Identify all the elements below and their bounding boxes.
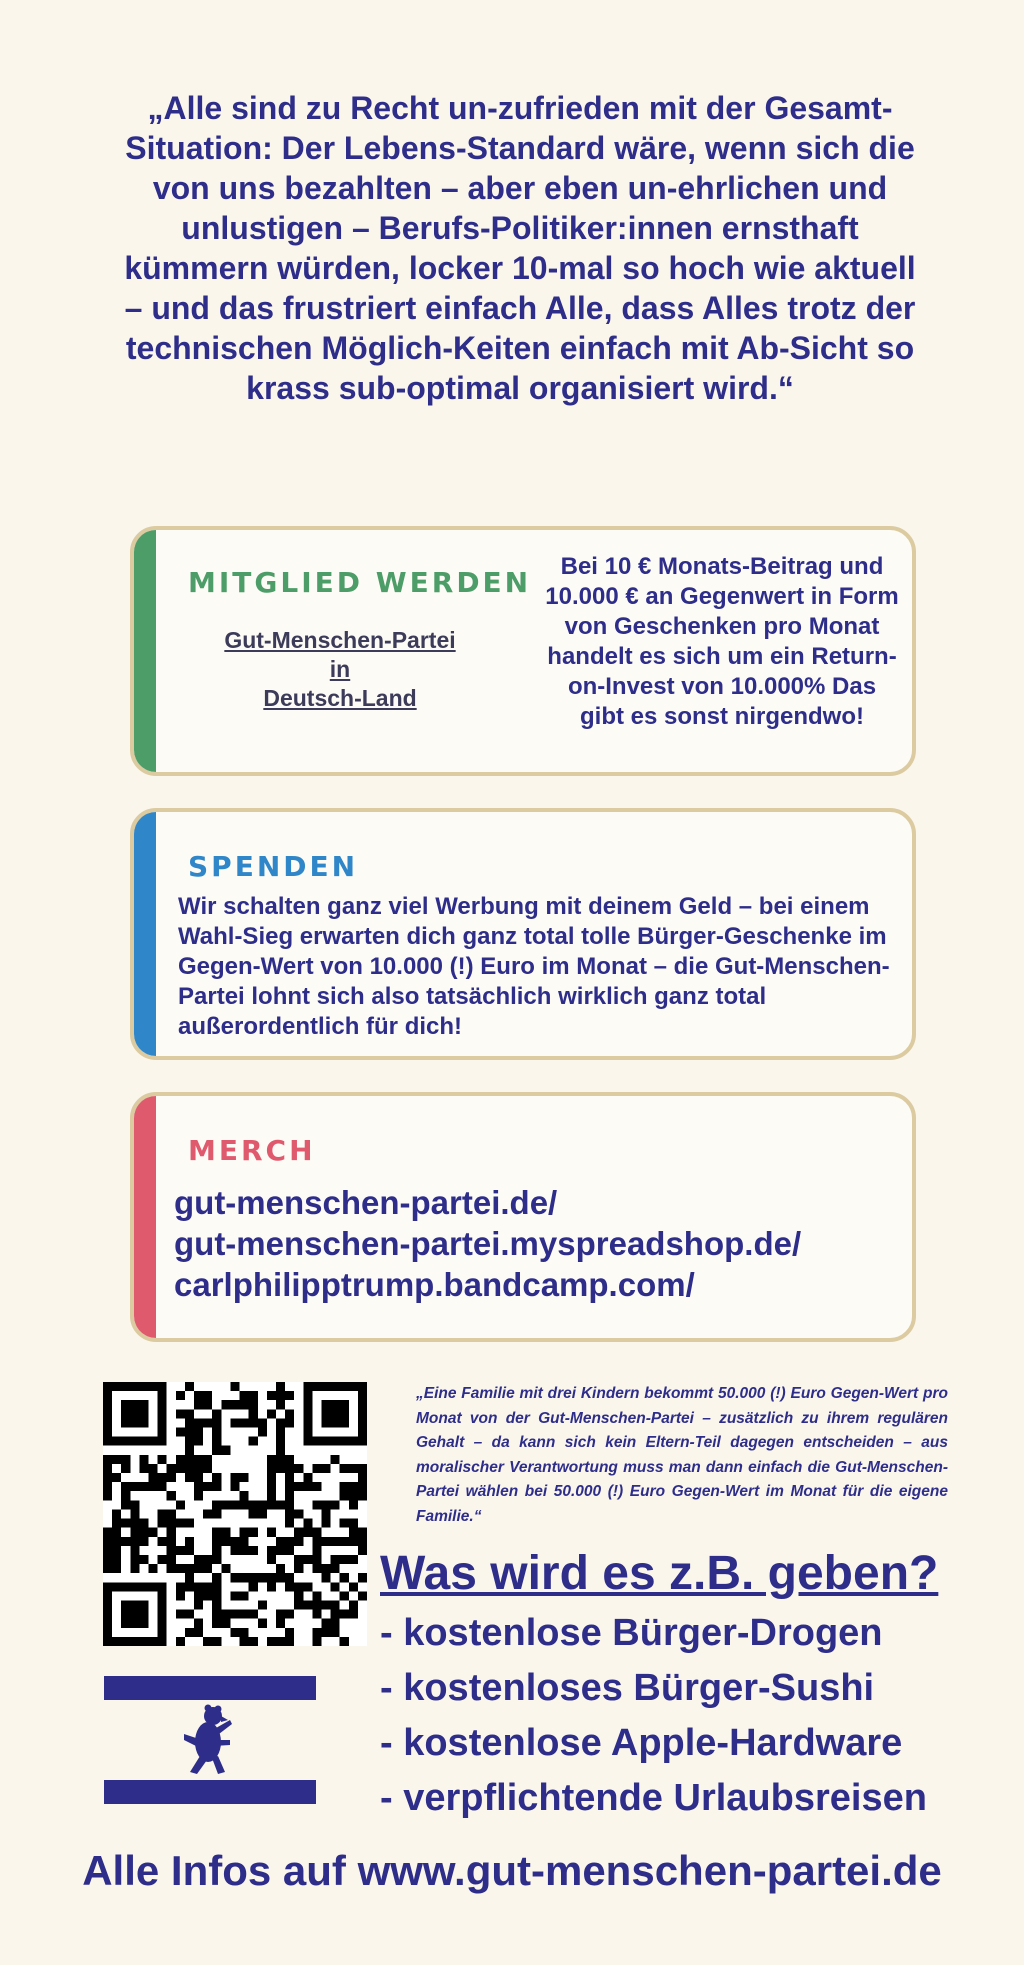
footer-info[interactable]: Alle Infos auf www.gut-menschen-partei.de bbox=[82, 1847, 942, 1894]
qr-code-icon[interactable] bbox=[103, 1382, 367, 1646]
member-card-title: MITGLIED WERDEN bbox=[188, 566, 532, 599]
member-card-stripe bbox=[134, 530, 156, 772]
merch-links bbox=[174, 1182, 904, 1305]
benefits-list bbox=[380, 1606, 1000, 1826]
donate-card-title: SPENDEN bbox=[188, 850, 359, 883]
donate-card-text: Wir schalten ganz viel Werbung mit deinem Geld – bei einem Wahl-Sieg erwarten dich ganz total tolle Bürger-Geschenke im Gegen-Wert von 10.000 (!) Euro im Monat – die Gut-Menschen-Partei lohnt sich also tatsächlich wirklich ganz total außerordentlich für dich! bbox=[178, 893, 890, 1040]
benefit-item: - verpflichtende Urlaubsreisen bbox=[380, 1777, 927, 1819]
party-name-line-3: Deutsch-Land bbox=[263, 685, 417, 711]
party-name-line-2: in bbox=[329, 656, 351, 682]
party-name[interactable] bbox=[190, 626, 490, 713]
merch-link-bandcamp[interactable]: carlphilipptrump.bandcamp.com/ bbox=[174, 1266, 695, 1303]
benefits-heading: Was wird es z.B. geben? bbox=[380, 1547, 939, 1600]
intro-quote: „Alle sind zu Recht un-zufrieden mit der Gesamt-Situation: Der Lebens-Standard wäre, wenn sich die von uns bezahlten – aber eben un-ehrlichen und unlustigen – Berufs-Politiker:innen ernsthaft kümmern würden, locker 10-mal so hoch wie aktuell – und das frustriert einfach Alle, dass Alles trotz der technischen Möglich-Keiten einfach mit Ab-Sicht so krass sub-optimal organisiert wird.“ bbox=[124, 90, 916, 406]
merch-card bbox=[130, 1092, 916, 1342]
family-quote: „Eine Familie mit drei Kindern bekommt 50.000 (!) Euro Gegen-Wert pro Monat von der Gut-Menschen-Partei – zusätzlich zu ihrem regulären Gehalt – da kann sich kein Eltern-Teil dagegen entscheiden – aus moralischer Verantwortung muss man dann einfach die Gut-Menschen-Partei wählen bei 50.000 (!) Euro Gegen-Wert im Monat für die eigene Familie.“ bbox=[416, 1385, 948, 1525]
merch-card-title: MERCH bbox=[188, 1134, 316, 1167]
benefit-item: - kostenlose Apple-Hardware bbox=[380, 1722, 903, 1764]
party-name-line-1: Gut-Menschen-Partei bbox=[224, 627, 456, 653]
merch-link-website[interactable]: gut-menschen-partei.de/ bbox=[174, 1184, 558, 1221]
merch-link-shop[interactable]: gut-menschen-partei.myspreadshop.de/ bbox=[174, 1225, 802, 1262]
member-card-text: Bei 10 € Monats-Beitrag und 10.000 € an Gegenwert in Form von Geschenken pro Monat handelt es sich um ein Return-on-Invest von 10.000% Das gibt es sonst nirgendwo! bbox=[545, 553, 899, 730]
berlin-bear-flag-icon bbox=[104, 1676, 316, 1804]
donate-card-stripe bbox=[134, 812, 156, 1056]
member-card bbox=[130, 526, 916, 776]
donate-card bbox=[130, 808, 916, 1060]
merch-card-stripe bbox=[134, 1096, 156, 1338]
benefit-item: - kostenloses Bürger-Sushi bbox=[380, 1667, 875, 1709]
benefit-item: - kostenlose Bürger-Drogen bbox=[380, 1612, 883, 1654]
